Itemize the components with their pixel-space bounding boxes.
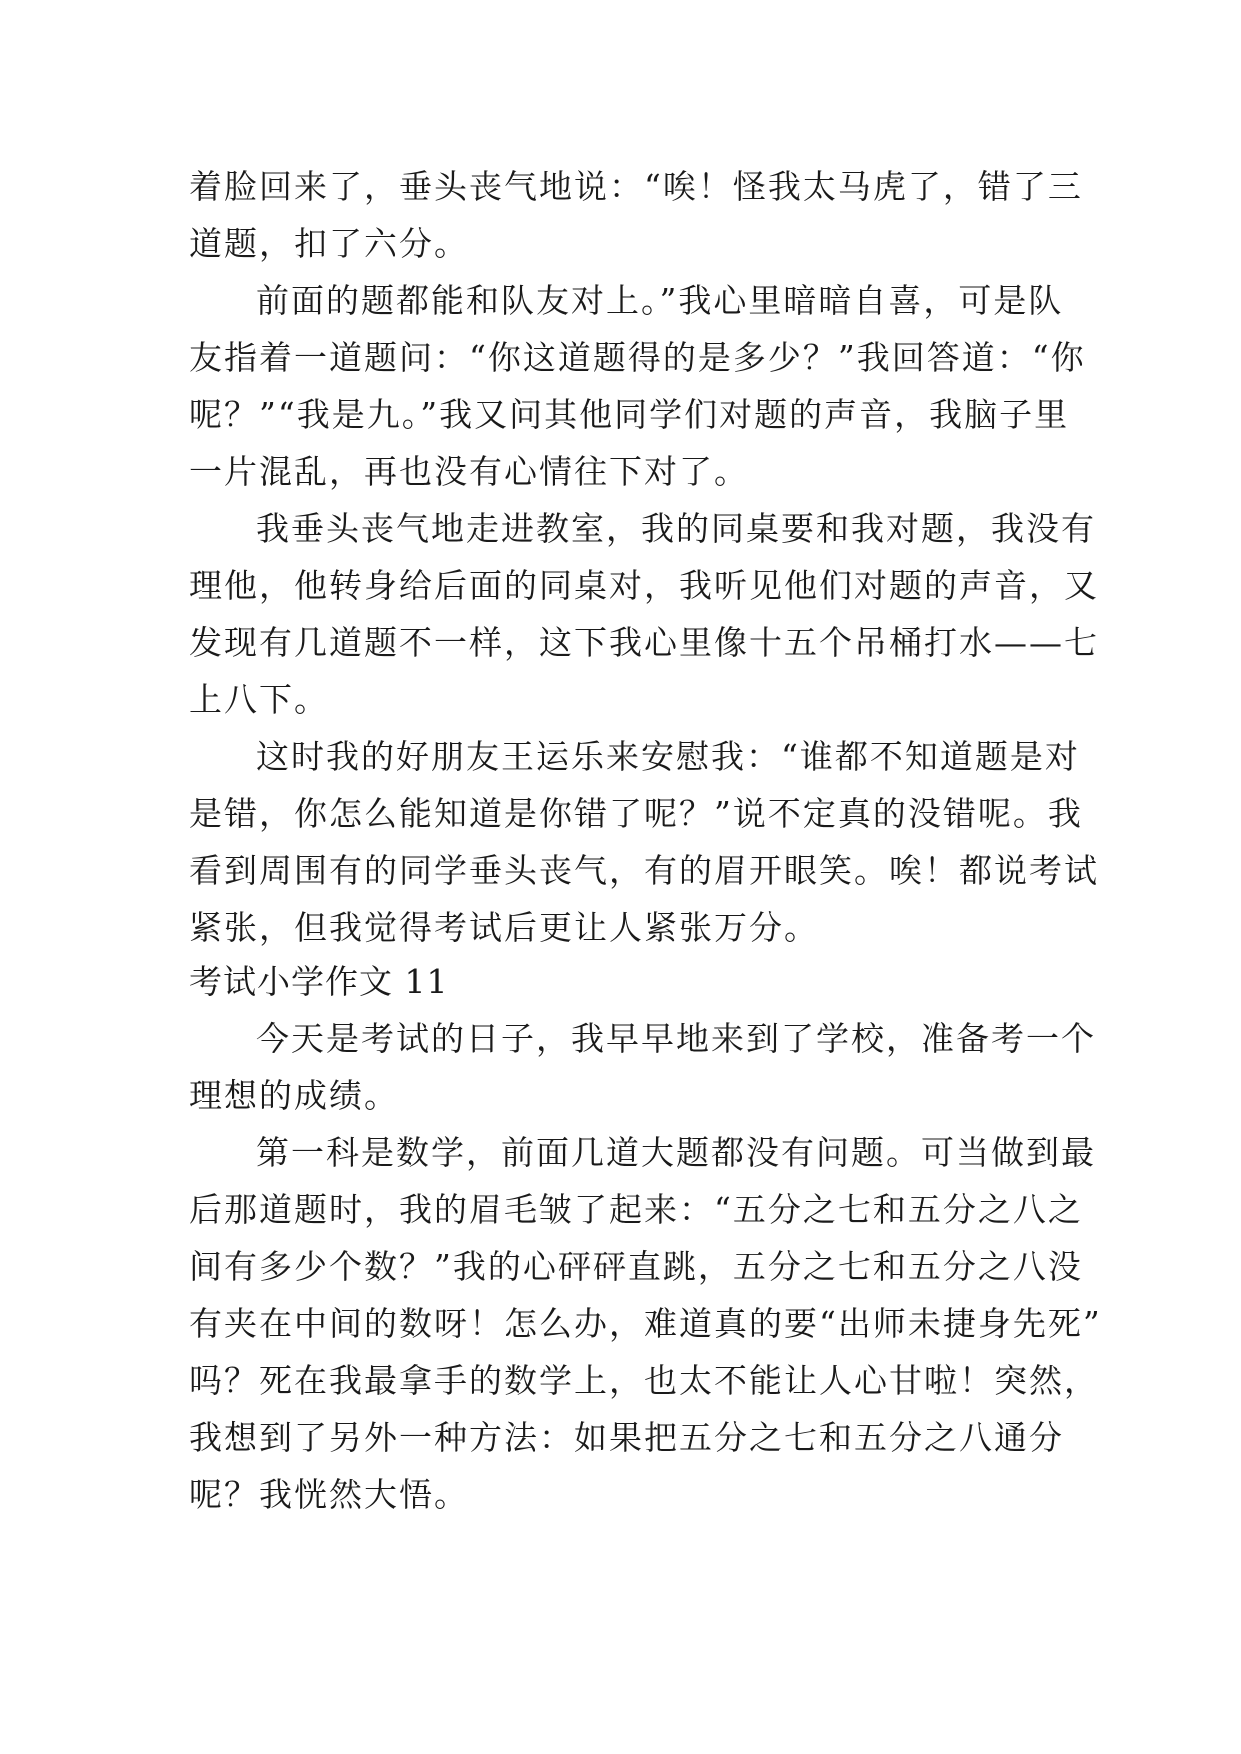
paragraph-first-line: 第一科是数学，前面几道大题都没有问题。可当做到最	[256, 1133, 1096, 1172]
paragraph-first-line: 我垂头丧气地走进教室，我的同桌要和我对题，我没有	[256, 509, 1096, 548]
section-heading: 考试小学作文 11	[189, 962, 449, 1001]
paragraph-first-line: 今天是考试的日子，我早早地来到了学校，准备考一个	[256, 1019, 1096, 1058]
text-line: 理想的成绩。	[189, 1076, 399, 1115]
text-line: 理他，他转身给后面的同桌对，我听见他们对题的声音，又	[189, 566, 1099, 605]
text-line: 看到周围有的同学垂头丧气，有的眉开眼笑。唉！都说考试	[189, 851, 1099, 890]
text-line: 上八下。	[189, 680, 329, 719]
text-line: 吗？死在我最拿手的数学上，也太不能让人心甘啦！突然，	[189, 1361, 1099, 1400]
text-line: 是错，你怎么能知道是你错了呢？”说不定真的没错呢。我	[189, 794, 1083, 833]
text-line: 呢？我恍然大悟。	[189, 1475, 469, 1514]
paragraph-first-line: 前面的题都能和队友对上。”我心里暗暗自喜，可是队	[256, 281, 1064, 320]
text-line: 友指着一道题问：“你这道题得的是多少？”我回答道：“你	[189, 338, 1086, 377]
text-line: 后那道题时，我的眉毛皱了起来：“五分之七和五分之八之	[189, 1190, 1083, 1229]
text-line: 道题，扣了六分。	[189, 224, 469, 263]
text-line: 有夹在中间的数呀！怎么办，难道真的要“出师未捷身先死”	[189, 1304, 1102, 1343]
text-line: 紧张，但我觉得考试后更让人紧张万分。	[189, 908, 819, 947]
text-line: 我想到了另外一种方法：如果把五分之七和五分之八通分	[189, 1418, 1064, 1457]
text-line: 一片混乱，再也没有心情往下对了。	[189, 452, 749, 491]
paragraph-first-line: 这时我的好朋友王运乐来安慰我：“谁都不知道题是对	[256, 737, 1080, 776]
text-line: 着脸回来了，垂头丧气地说：“唉！怪我太马虎了，错了三	[189, 167, 1083, 206]
text-line: 发现有几道题不一样，这下我心里像十五个吊桶打水——七	[189, 623, 1099, 662]
text-line: 呢？”“我是九。”我又问其他同学们对题的声音，我脑子里	[189, 395, 1070, 434]
text-line: 间有多少个数？”我的心砰砰直跳，五分之七和五分之八没	[189, 1247, 1083, 1286]
